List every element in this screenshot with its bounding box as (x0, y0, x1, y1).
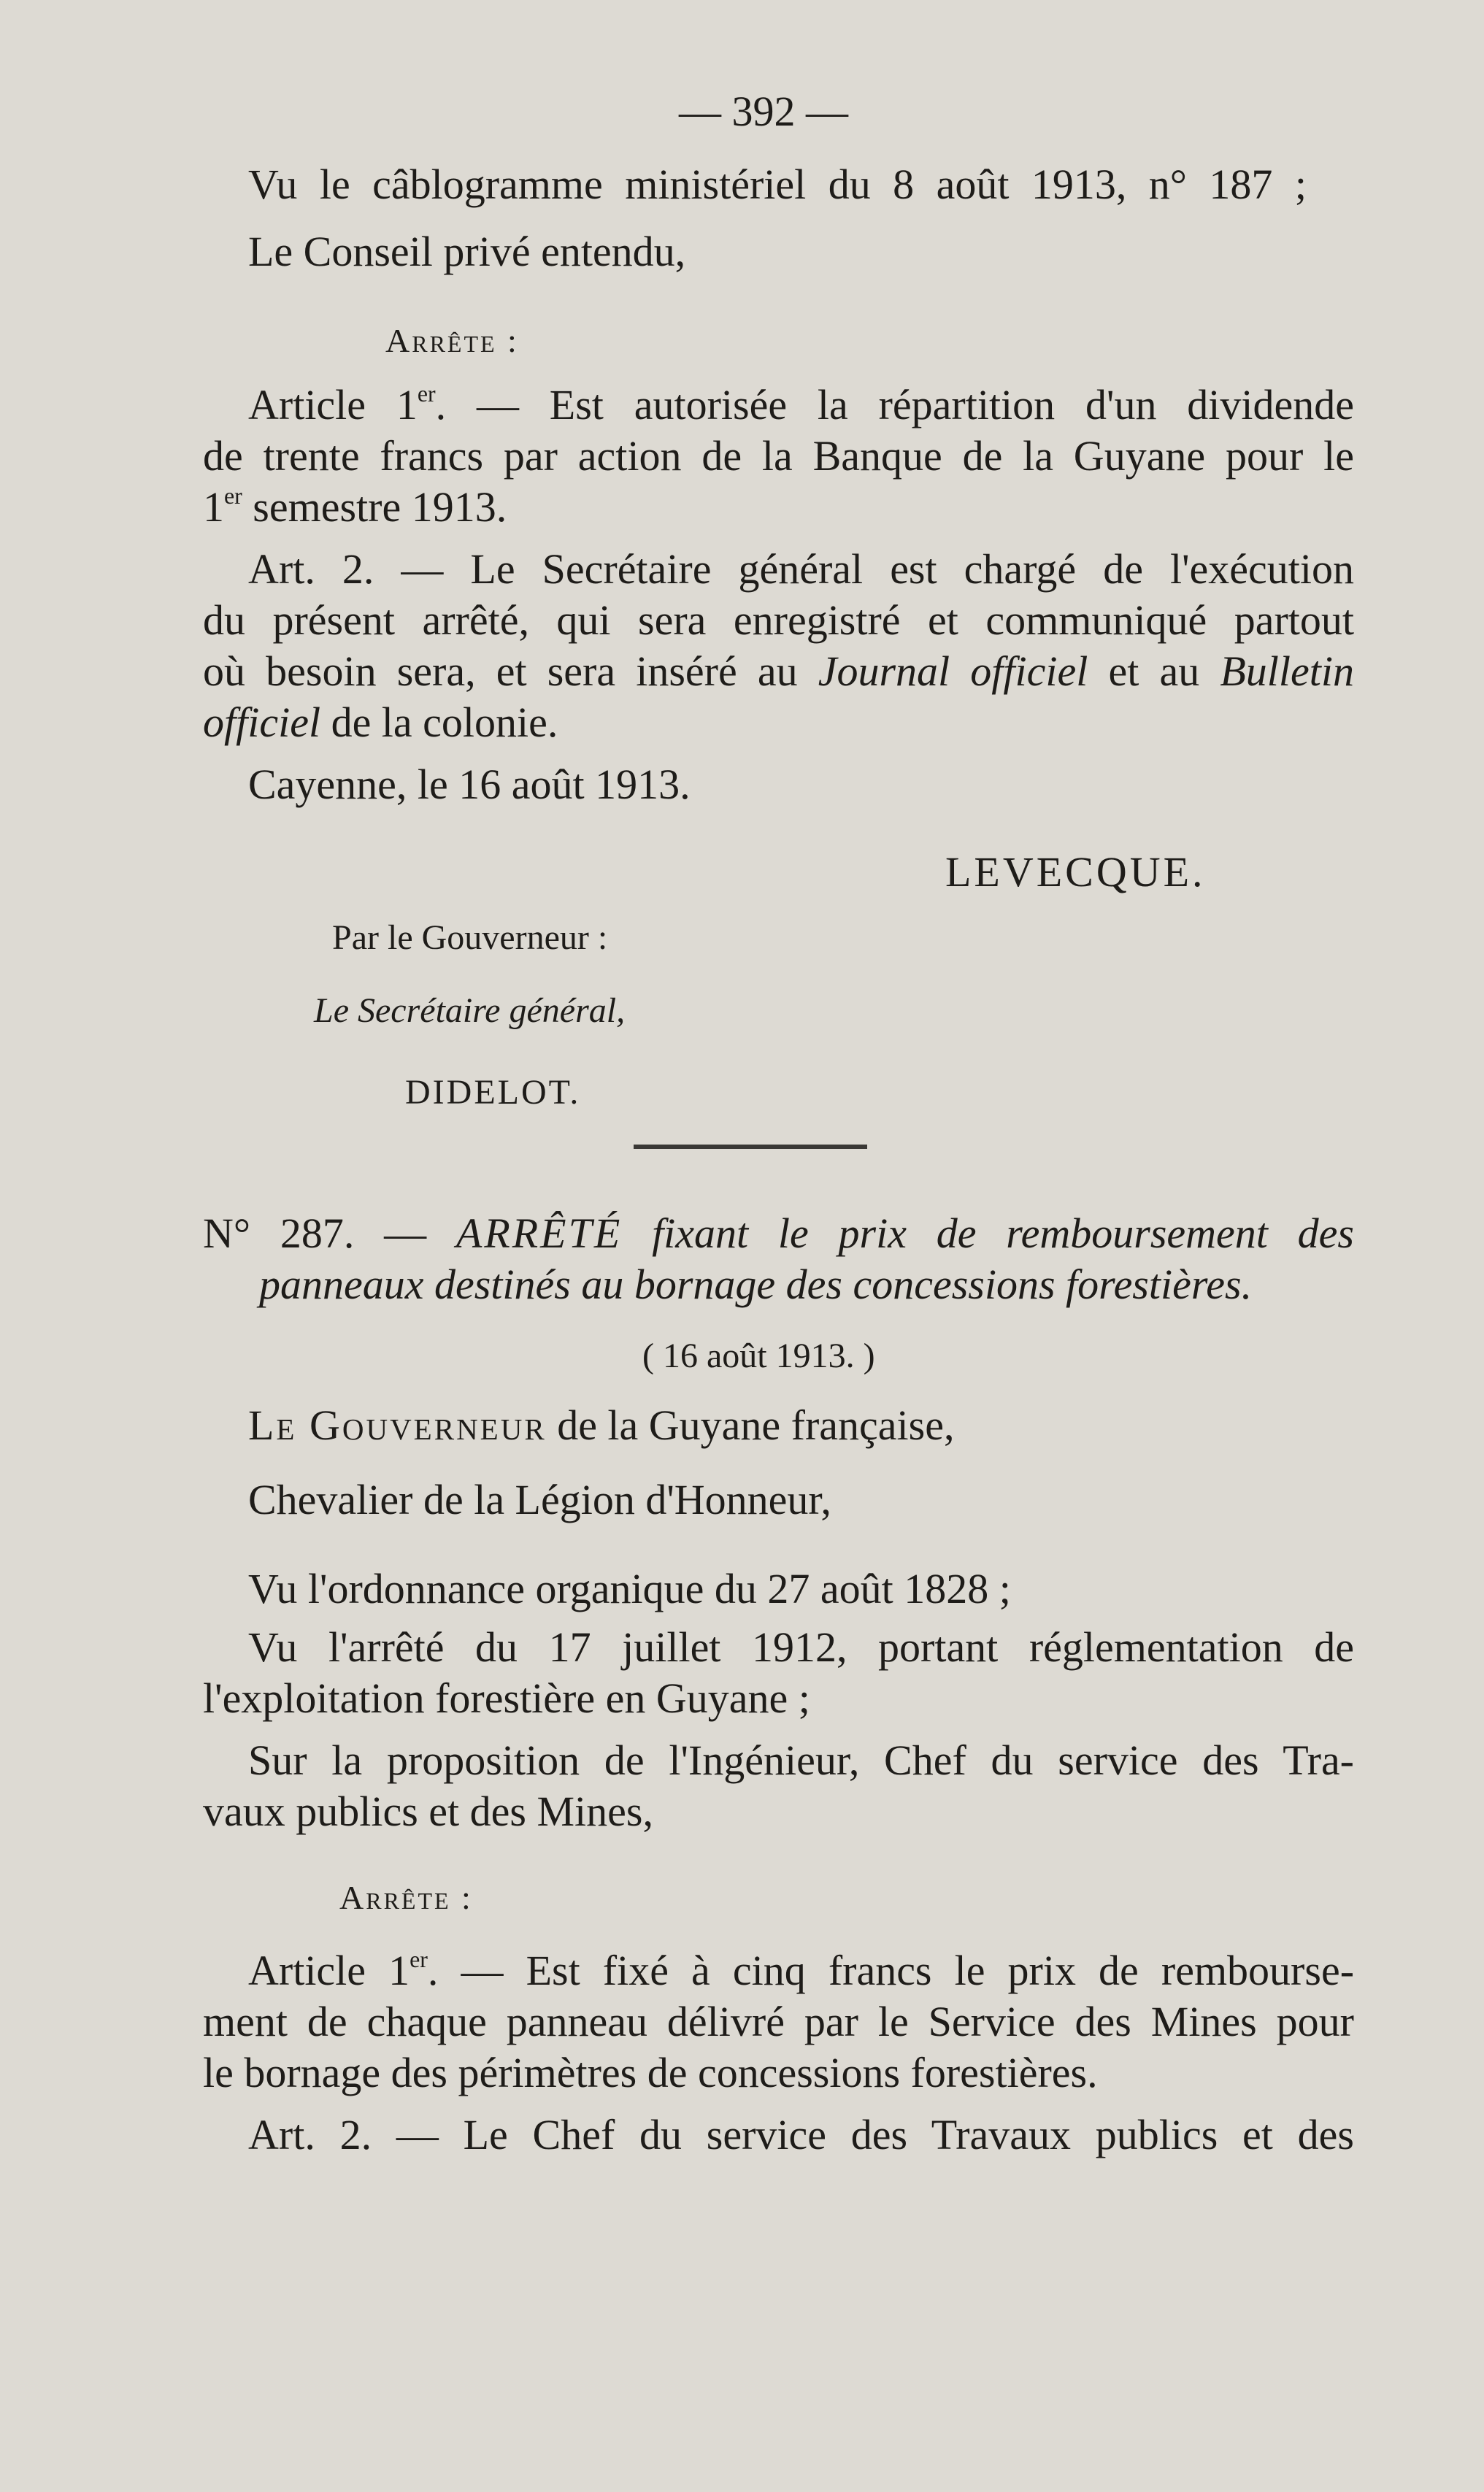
page-number: — 392 — (679, 88, 848, 135)
art1-287-line1: Article 1er. — Est fixé à cinq francs le prix de rembourse- (248, 1947, 1355, 1994)
arrete-heading-2: Arrête : (339, 1879, 473, 1916)
date-cayenne: Cayenne, le 16 août 1913. (248, 761, 691, 808)
sur-proposition-line2: vaux publics et des Mines, (203, 1788, 653, 1835)
art2-line4: officiel de la colonie. (203, 699, 558, 746)
art1-line2: de trente francs par action de la Banque de la Guyane pour le (203, 432, 1354, 480)
arrete-heading-1: Arrête : (385, 322, 519, 359)
section-divider (634, 1145, 867, 1149)
par-le-gouverneur: Par le Gouverneur : (332, 918, 608, 957)
arrete-287-date: ( 16 août 1913. ) (642, 1337, 875, 1375)
vu-arrete-line2: l'exploitation forestière en Guyane ; (203, 1674, 810, 1722)
le-gouverneur: Le Gouverneur de la Guyane française, (248, 1401, 955, 1449)
arrete-287-title-line2: panneaux destinés au bornage des concessions forestières. (259, 1261, 1253, 1308)
signature-levecque: LEVECQUE. (945, 848, 1206, 896)
chevalier-legion: Chevalier de la Légion d'Honneur, (248, 1476, 831, 1523)
conseil-line: Le Conseil privé entendu, (248, 228, 686, 275)
vu-cablogramme: Vu le câblogramme ministériel du 8 août 1913, n° 187 ; (248, 161, 1307, 208)
vu-ordonnance: Vu l'ordonnance organique du 27 août 1828 ; (248, 1565, 1011, 1612)
secretaire-general: Le Secrétaire général, (314, 991, 626, 1030)
art2-line1: Art. 2. — Le Secrétaire général est chargé de l'exécution (248, 545, 1354, 593)
art2-287-line1: Art. 2. — Le Chef du service des Travaux publics et des (248, 2111, 1354, 2158)
art1-287-line2: ment de chaque panneau délivré par le Service des Mines pour (203, 1998, 1354, 2045)
arrete-287-title-line1: N° 287. — ARRÊTÉ fixant le prix de remboursement des (203, 1210, 1354, 1257)
sur-proposition-line1: Sur la proposition de l'Ingénieur, Chef du service des Tra- (248, 1737, 1354, 1784)
art1-line1: Article 1er. — Est autorisée la répartition d'un dividende (248, 381, 1354, 428)
signature-didelot: DIDELOT. (405, 1073, 581, 1112)
art2-line3: où besoin sera, et sera inséré au Journal officiel et au Bulletin (203, 647, 1354, 695)
art2-line2: du présent arrêté, qui sera enregistré et communiqué partout (203, 596, 1354, 644)
vu-arrete-line1: Vu l'arrêté du 17 juillet 1912, portant réglementation de (248, 1623, 1354, 1671)
art1-287-line3: le bornage des périmètres de concessions forestières. (203, 2049, 1098, 2096)
art1-line3: 1er semestre 1913. (203, 483, 507, 531)
